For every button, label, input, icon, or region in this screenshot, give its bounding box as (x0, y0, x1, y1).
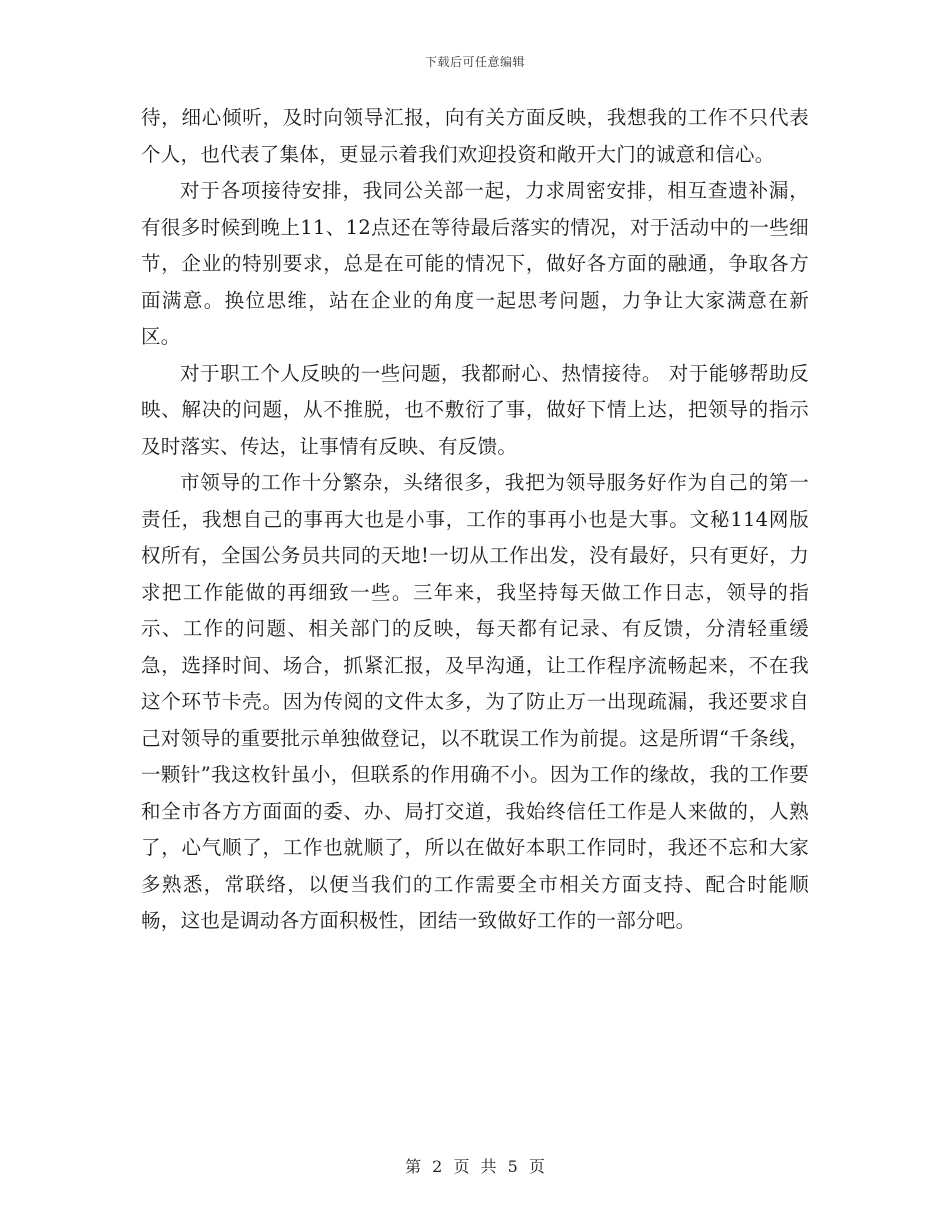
paragraph-reception: 对于各项接待安排，我同公关部一起，力求周密安排，相互查遗补漏，有很多时候到晚上11、12点还在等待最后落实的情况，对于活动中的一些细节，企业的特别要求，总是在可能的情况下，做好各方面的融通，争取各方面满意。换位思维，站在企业的角度一起思考问题，力争让大家满意在新区。 (141, 179, 809, 348)
page-number: 第 2 页 共 5 页 (405, 1157, 545, 1176)
document-body (141, 100, 809, 940)
page-header: 下载后可任意编辑 (424, 55, 525, 69)
paragraph-staff-issues: 对于职工个人反映的一些问题，我都耐心、热情接待。 对于能够帮助反映、解决的问题，从不推脱，也不敷衍了事，做好下情上达，把领导的指示及时落实、传达，让事情有反映、有反馈。 (141, 361, 809, 458)
paragraph-leadership-service: 市领导的工作十分繁杂，头绪很多，我把为领导服务好作为自己的第一责任，我想自己的事再大也是小事，工作的事再小也是大事。文秘114网版权所有，全国公务员共同的天地!一切从工作出发，没有最好，只有更好，力求把工作能做的再细致一些。三年来，我坚持每天做工作日志，领导的指示、工作的问题、相关部门的反映，每天都有记录、有反馈，分清轻重缓急，选择时间、场合，抓紧汇报，及早沟通，让工作程序流畅起来，不在我这个环节卡壳。因为传阅的文件太多，为了防止万一出现疏漏，我还要求自己对领导的重要批示单独做登记，以不耽误工作为前提。这是所谓“千条线，一颗针”我这枚针虽小，但联系的作用确不小。因为工作的缘故，我的工作要和全市各方方面面的委、办、局打交道，我始终信任工作是人来做的，人熟了，心气顺了，工作也就顺了，所以在做好本职工作同时，我还不忘和大家多熟悉，常联络，以便当我们的工作需要全市相关方面支持、配合时能顺畅，这也是调动各方面积极性，团结一致做好工作的一部分吧。 (141, 471, 809, 932)
paragraph-continuation: 待，细心倾听，及时向领导汇报，向有关方面反映，我想我的工作不只代表个人，也代表了集体，更显示着我们欢迎投资和敞开大门的诚意和信心。 (141, 106, 809, 166)
